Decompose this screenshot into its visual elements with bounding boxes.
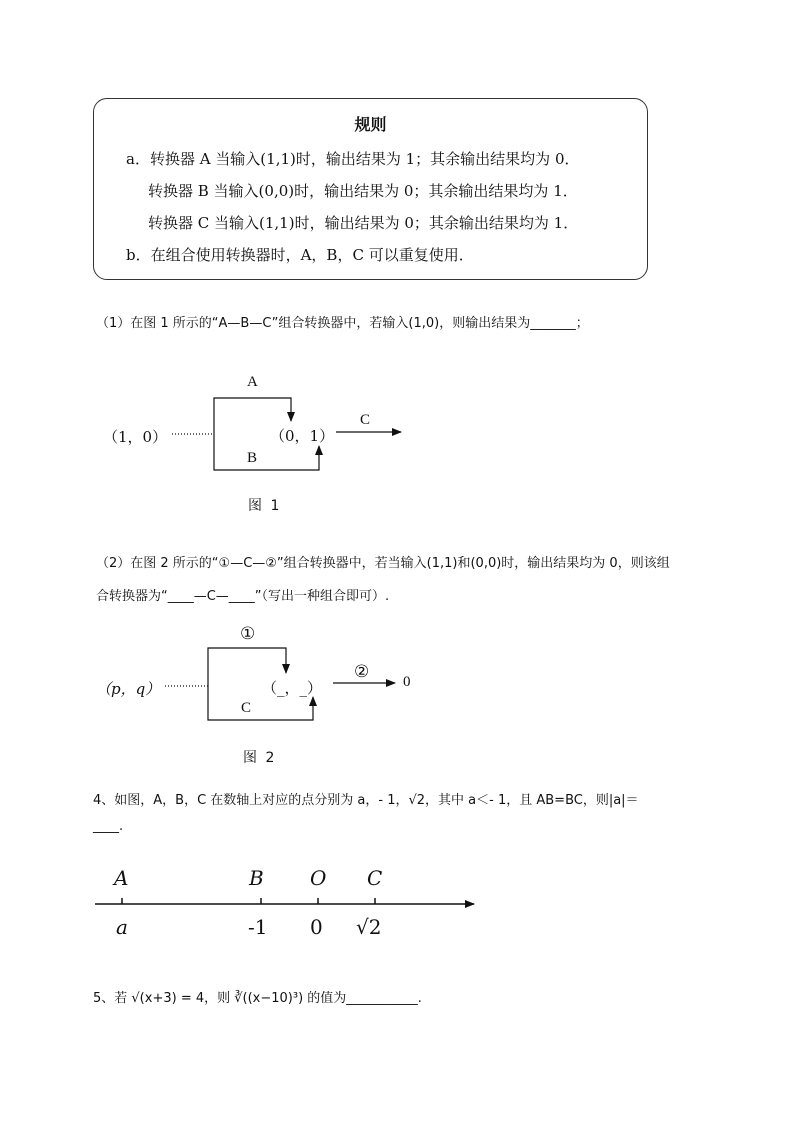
point-a-label: A bbox=[114, 866, 129, 890]
fig1-middle: （0，1） bbox=[270, 427, 335, 445]
point-b-label: B bbox=[249, 866, 264, 890]
fig2-output: 0 bbox=[403, 674, 411, 690]
question-4-text-line1: 4、如图，A，B，C 在数轴上对应的点分别为 a，- 1，√2，其中 a＜- 1，且 AB=BC，则|a|＝ bbox=[93, 793, 639, 808]
fig2-middle: （_，_） bbox=[262, 679, 323, 697]
rule-b: b．在组合使用转换器时，A，B，C 可以重复使用． bbox=[126, 246, 474, 264]
rule-a3: 转换器 C 当输入(1,1)时，输出结果为 0；其余输出结果均为 1． bbox=[148, 214, 579, 232]
number-line bbox=[95, 898, 474, 904]
question-4-text-line2: ____. bbox=[93, 819, 124, 834]
rule-a1: a．转换器 A 当输入(1,1)时，输出结果为 1；其余输出结果均为 0． bbox=[126, 150, 580, 168]
question-2-text-line2: 合转换器为“____—C—____”（写出一种组合即可）. bbox=[96, 589, 390, 604]
question-5-text: 5、若 √(x+3) = 4，则 ∛((x−10)³) 的值为___________. bbox=[93, 991, 422, 1006]
point-c-value: √2 bbox=[356, 915, 382, 939]
fig1-caption: 图 1 bbox=[248, 498, 282, 514]
point-c-label: C bbox=[367, 866, 383, 890]
rule-a2: 转换器 B 当输入(0,0)时，输出结果为 0；其余输出结果均为 1． bbox=[148, 182, 578, 200]
question-2-text-line1: （2）在图 2 所示的“①—C—②”组合转换器中，若当输入(1,1)和(0,0)时，输出结果均为 0，则该组 bbox=[96, 556, 670, 571]
fig1-out-label: C bbox=[360, 412, 371, 428]
point-o-label: O bbox=[310, 866, 327, 890]
fig1-bottom-label: B bbox=[247, 450, 258, 466]
rules-title: 规则 bbox=[354, 115, 387, 134]
fig2-input: （p，q） bbox=[96, 680, 161, 698]
fig1-top-label: A bbox=[247, 374, 258, 390]
fig2-bottom-label: C bbox=[241, 700, 252, 716]
fig2-out-label: ② bbox=[354, 662, 370, 682]
point-o-value: 0 bbox=[310, 915, 323, 939]
point-b-value: -1 bbox=[248, 915, 268, 939]
question-1-text: （1）在图 1 所示的“A—B—C”组合转换器中，若输入(1,0)，则输出结果为_______； bbox=[96, 316, 589, 331]
fig2-caption: 图 2 bbox=[243, 750, 277, 766]
fig1-input: （1，0） bbox=[103, 428, 168, 446]
fig2-top-label: ① bbox=[240, 624, 256, 644]
point-a-value: a bbox=[116, 915, 128, 939]
